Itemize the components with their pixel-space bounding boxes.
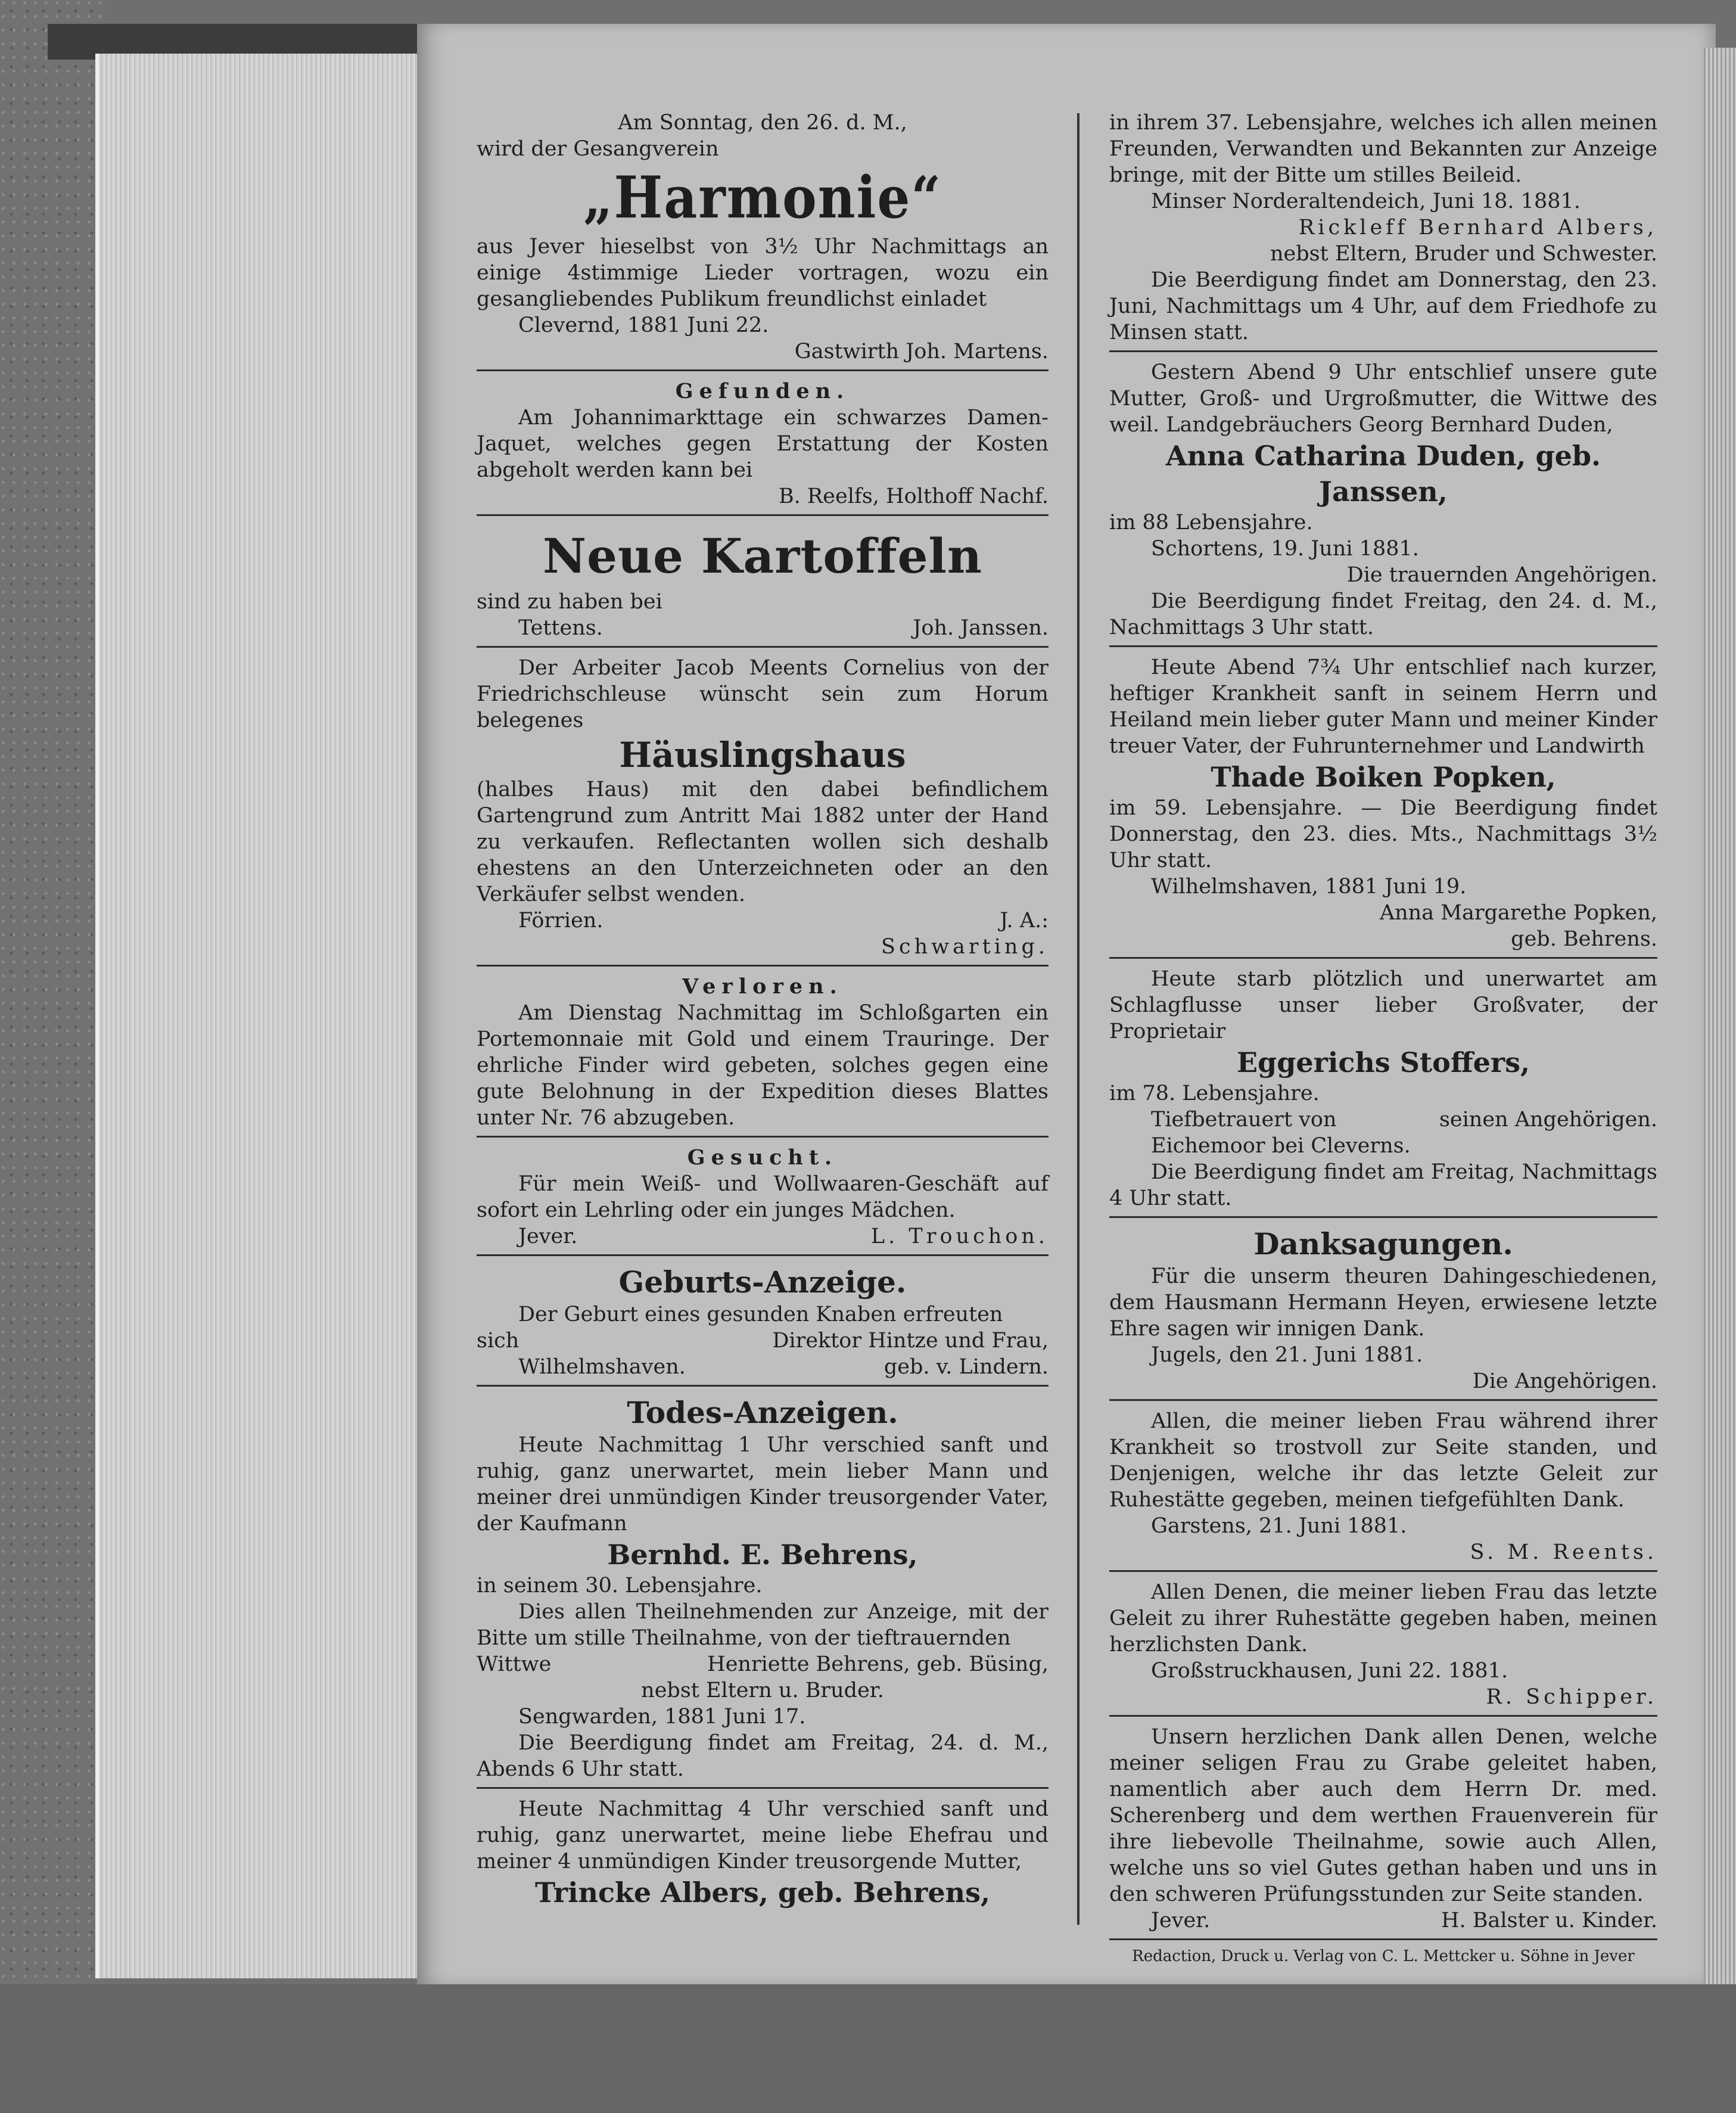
balster-place: Jever.	[1151, 1909, 1211, 1932]
balster-body: Unsern herzlichen Dank allen Denen, welche meiner seligen Frau zu Grabe geleitet haben, namentlich aber auch dem Herrn Dr. med. Scherenberg und dem werthen Frauenverein für ihre liebevolle Theilnahme, sowie auch Allen, welche uns so viel Gutes gethan haben und uns in den schweren Prüfungsstunden zur Seite standen.	[1109, 1725, 1657, 1906]
harmonie-line2: wird der Gesangverein	[477, 137, 719, 161]
todes-sig2: nebst Eltern u. Bruder.	[641, 1679, 884, 1702]
todes-age: in seinem 30. Lebensjahre.	[477, 1574, 763, 1598]
popken-body: Heute Abend 7¾ Uhr entschlief nach kurzer, heftiger Krankheit sanft in seinem Herrn und Heiland mein lieber guter Mann und meiner Kinder treuer Vater, der Fuhrunternehmer und Landwirth	[1109, 655, 1657, 758]
column-divider	[1077, 113, 1079, 1925]
gefunden-body: Am Johannimarkttage ein schwarzes Damen-Jaquet, welches gegen Erstattung der Kosten abgeholt werden kann bei	[477, 406, 1049, 482]
duden-signature: Die trauernden Angehörigen.	[1346, 563, 1657, 587]
ad-gefunden	[477, 376, 1049, 516]
todes-place: Sengwarden, 1881 Juni 17.	[518, 1705, 806, 1729]
albers-cont-burial: Die Beerdigung findet am Donnerstag, den 23. Juni, Nachmittags um 4 Uhr, auf dem Friedhofe zu Minsen statt.	[1109, 268, 1657, 344]
book-page-edges	[95, 54, 423, 1978]
popken-sig2: geb. Behrens.	[1511, 927, 1657, 951]
geburt-title: Geburts-Anzeige.	[618, 1264, 907, 1300]
verloren-body: Am Dienstag Nachmittag im Schloßgarten ein Portemonnaie mit Gold und einem Trauringe. Der ehrliche Finder wird gebeten, solches gegen eine gute Belohnung in der Expedition dieses Blattes unter Nr. 76 abzugeben.	[477, 1001, 1049, 1130]
ad-verloren	[477, 971, 1049, 1138]
imprint-footer: Redaction, Druck u. Verlag von C. L. Mettcker u. Söhne in Jever	[1132, 1947, 1635, 1965]
albers-cont-place: Minser Norderaltendeich, Juni 18. 1881.	[1151, 189, 1581, 213]
albers-body: Heute Nachmittag 4 Uhr verschied sanft und ruhig, ganz unerwartet, meine liebe Ehefrau und meiner 4 unmündigen Kinder treusorgende Mutter,	[477, 1797, 1049, 1873]
gefunden-title: Gefunden.	[675, 379, 850, 403]
geburt-line1: Der Geburt eines gesunden Knaben erfreuten	[518, 1303, 1003, 1326]
geburt-line3b: geb. v. Lindern.	[883, 1355, 1049, 1379]
ad-popken	[1109, 652, 1657, 959]
haus-sig1: J. A.:	[1000, 909, 1049, 933]
stoffers-burial: Die Beerdigung findet am Freitag, Nachmittags 4 Uhr statt.	[1109, 1160, 1657, 1210]
ad-kartoffeln	[477, 521, 1049, 648]
todes-title: Todes-Anzeigen.	[627, 1395, 898, 1430]
stoffers-sigA: Tiefbetrauert von	[1151, 1108, 1337, 1132]
ad-geburt	[477, 1261, 1049, 1387]
duden-burial: Die Beerdigung findet Freitag, den 24. d. M., Nachmittags 3 Uhr statt.	[1109, 589, 1657, 639]
stoffers-sigB: seinen Angehörigen.	[1439, 1108, 1657, 1132]
geburt-line3a: Wilhelmshaven.	[518, 1355, 686, 1379]
kartoffeln-body: sind zu haben bei	[477, 590, 662, 614]
gesucht-place: Jever.	[518, 1225, 578, 1248]
schipper-signature: R. Schipper.	[1486, 1685, 1657, 1709]
dank-signature: Die Angehörigen.	[1472, 1369, 1657, 1393]
haus-sig2: Schwarting.	[881, 935, 1049, 959]
schipper-place: Großstruckhausen, Juni 22. 1881.	[1151, 1659, 1508, 1683]
todes-name: Bernhd. E. Behrens,	[607, 1539, 918, 1571]
dank-place: Jugels, den 21. Juni 1881.	[1151, 1343, 1423, 1367]
harmonie-place: Clevernd, 1881 Juni 22.	[518, 313, 769, 337]
duden-body: Gestern Abend 9 Uhr entschlief unsere gute Mutter, Groß- und Urgroßmutter, die Wittwe des weil. Landgebräuchers Georg Bernhard Duden,	[1109, 361, 1657, 437]
dank-body: Für die unserm theuren Dahingeschiedenen, dem Hausmann Hermann Heyen, erwiesene letzte Ehre sagen wir innigen Dank.	[1109, 1264, 1657, 1341]
ad-albers-cont	[1109, 107, 1657, 352]
stoffers-name: Eggerichs Stoffers,	[1236, 1046, 1530, 1079]
schipper-body: Allen Denen, die meiner lieben Frau das letzte Geleit zu ihrer Ruhestätte gegeben haben, meinen herzlichsten Dank.	[1109, 1580, 1657, 1657]
verloren-title: Verloren.	[682, 974, 843, 999]
dank-title: Danksagungen.	[1253, 1226, 1513, 1261]
harmonie-body: aus Jever hieselbst von 3½ Uhr Nachmittags an einige 4stimmige Lieder vortragen, wozu ein gesangliebendes Publikum freundlichst einladet	[477, 235, 1049, 311]
ad-duden	[1109, 357, 1657, 647]
ad-haeuslingshaus	[477, 652, 1049, 967]
right-column	[1109, 107, 1657, 1966]
left-column	[477, 107, 1049, 1920]
gesucht-body: Für mein Weiß- und Wollwaaren-Geschäft auf sofort ein Lehrling oder ein junges Mädchen.	[477, 1172, 1049, 1222]
duden-age: im 88 Lebensjahre.	[1109, 511, 1313, 535]
ad-dank-heyen	[1109, 1223, 1657, 1401]
stoffers-body: Heute starb plötzlich und unerwartet am Schlagflusse unser lieber Großvater, der Proprietair	[1109, 967, 1657, 1043]
gefunden-signature: B. Reelfs, Holthoff Nachf.	[778, 484, 1049, 508]
ad-dank-balster	[1109, 1722, 1657, 1940]
harmonie-signature: Gastwirth Joh. Martens.	[794, 340, 1049, 363]
haus-title: Häuslingshaus	[619, 735, 906, 775]
kartoffeln-place: Tettens.	[518, 616, 603, 640]
balster-signature: H. Balster u. Kinder.	[1441, 1909, 1657, 1932]
todes-sig1: Henriette Behrens, geb. Büsing,	[707, 1652, 1049, 1676]
popken-name: Thade Boiken Popken,	[1211, 761, 1556, 793]
duden-place: Schortens, 19. Juni 1881.	[1151, 537, 1419, 561]
gesucht-title: Gesucht.	[687, 1145, 838, 1170]
gesucht-signature: L. Trouchon.	[870, 1225, 1049, 1248]
kartoffeln-title: Neue Kartoffeln	[542, 528, 983, 584]
haus-place: Förrien.	[518, 909, 603, 933]
harmonie-title: „Harmonie“	[583, 164, 942, 231]
reents-body: Allen, die meiner lieben Frau während ihrer Krankheit so trostvoll zur Seite standen, und Denjenigen, welche ihr das letzte Geleit zur Ruhestätte gegeben, meinen tiefgefühlten Dank.	[1109, 1409, 1657, 1512]
popken-place: Wilhelmshaven, 1881 Juni 19.	[1151, 875, 1467, 899]
popken-body2: im 59. Lebensjahre. — Die Beerdigung findet Donnerstag, den 23. dies. Mts., Nachmittags 3½ Uhr statt.	[1109, 796, 1657, 872]
todes-body: Heute Nachmittag 1 Uhr verschied sanft und ruhig, ganz unerwartet, mein lieber Mann und meiner drei unmündigen Kinder treusorgender Vater, der Kaufmann	[477, 1433, 1049, 1536]
popken-sig1: Anna Margarethe Popken,	[1379, 901, 1657, 925]
background-speckle	[0, 0, 104, 2113]
stoffers-place: Eichemoor bei Cleverns.	[1151, 1134, 1411, 1158]
albers-cont-sig2: nebst Eltern, Bruder und Schwester.	[1270, 242, 1657, 266]
ad-dank-schipper	[1109, 1577, 1657, 1717]
book-right-edge	[1704, 48, 1736, 2014]
ad-harmonie	[477, 107, 1049, 371]
ad-stoffers	[1109, 964, 1657, 1218]
kartoffeln-signature: Joh. Janssen.	[913, 616, 1049, 640]
stoffers-age: im 78. Lebensjahre.	[1109, 1082, 1320, 1105]
albers-name: Trincke Albers, geb. Behrens,	[534, 1876, 991, 1909]
todes-burial: Die Beerdigung findet am Freitag, 24. d. M., Abends 6 Uhr statt.	[477, 1731, 1049, 1781]
ad-todes-behrens	[477, 1391, 1049, 1789]
geburt-line2b: Direktor Hintze und Frau,	[772, 1329, 1049, 1353]
albers-cont-body: in ihrem 37. Lebensjahre, welches ich allen meinen Freunden, Verwandten und Bekannten zur Anzeige bringe, mit der Bitte um stilles Beileid.	[1109, 111, 1657, 187]
haus-intro: Der Arbeiter Jacob Meents Cornelius von der Friedrichschleuse wünscht sein zum Horum belegenes	[477, 656, 1049, 732]
haus-body: (halbes Haus) mit den dabei befindlichem Gartengrund zum Antritt Mai 1882 unter der Hand zu verkaufen. Reflectanten wollen sich deshalb ehestens an den Unterzeichneten oder an den Verkäufer selbst wenden.	[477, 778, 1049, 906]
bottom-band	[0, 1984, 1736, 2113]
ad-todes-albers	[477, 1794, 1049, 1915]
ad-dank-reents	[1109, 1406, 1657, 1572]
geburt-line2a: sich	[477, 1329, 519, 1353]
albers-cont-sig1: Rickleff Bernhard Albers,	[1298, 216, 1657, 240]
todes-body2: Dies allen Theilnehmenden zur Anzeige, mit der Bitte um stille Theilnahme, von der tieftrauernden	[477, 1600, 1049, 1650]
todes-witwe: Wittwe	[477, 1652, 552, 1676]
duden-name: Anna Catharina Duden, geb. Janssen,	[1165, 440, 1601, 508]
reents-signature: S. M. Reents.	[1470, 1540, 1657, 1564]
reents-place: Garstens, 21. Juni 1881.	[1151, 1514, 1407, 1538]
harmonie-line1: Am Sonntag, den 26. d. M.,	[618, 111, 907, 135]
ad-gesucht	[477, 1142, 1049, 1256]
